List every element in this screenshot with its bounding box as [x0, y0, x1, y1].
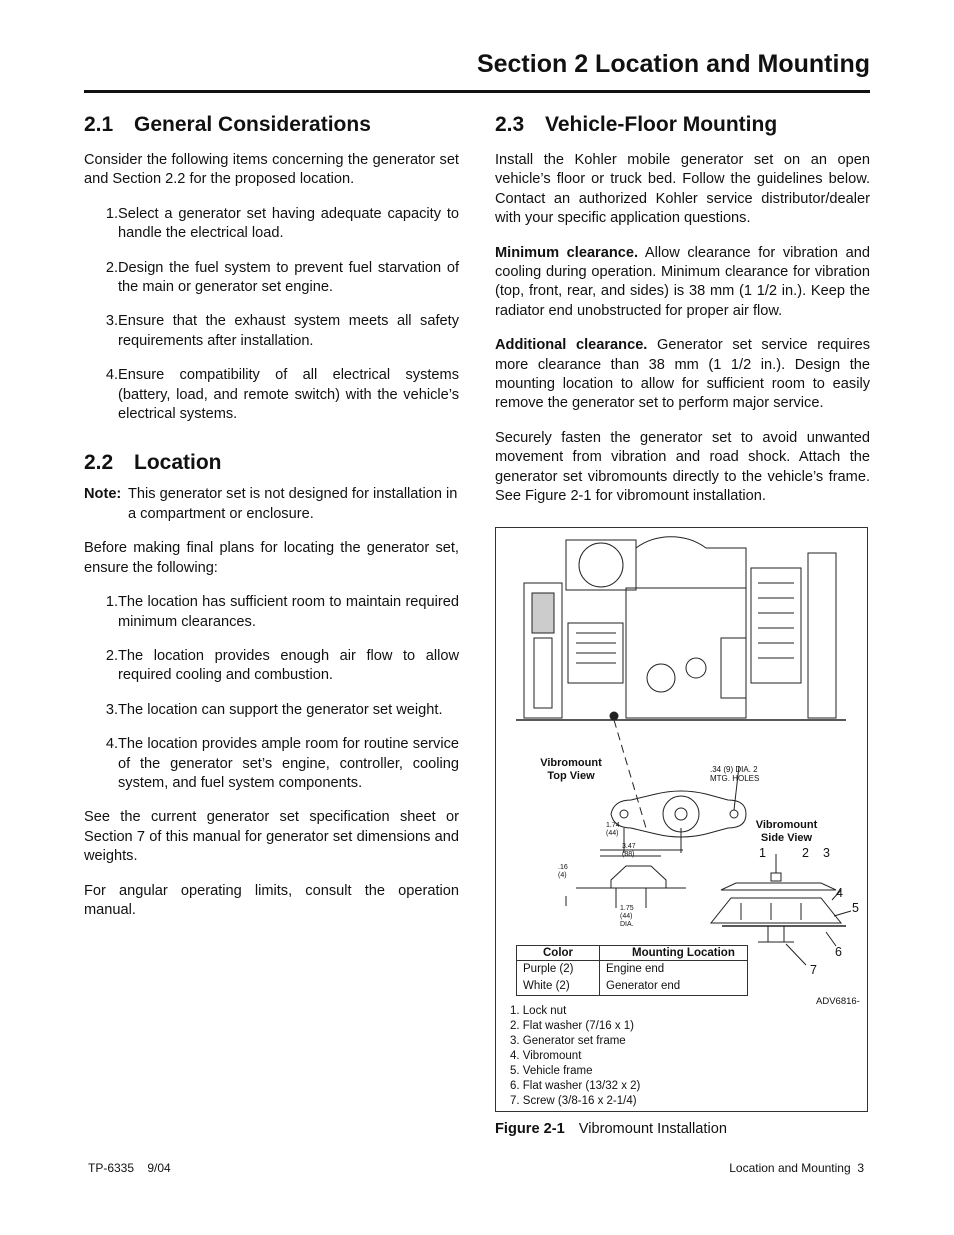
- legend-item: 4. Vibromount: [510, 1050, 582, 1062]
- footer-page-label: Location and Mounting 3: [729, 1161, 864, 1175]
- run-in-label: Additional clearance.: [495, 337, 648, 354]
- drawing-id: ADV6816-: [816, 996, 860, 1007]
- heading-text: Vehicle-Floor Mounting: [545, 113, 778, 136]
- legend-item: 6. Flat washer (13/32 x 2): [510, 1080, 641, 1092]
- list-item-text: Ensure that the exhaust system meets all safety requirements after installation.: [118, 313, 459, 349]
- dim-label: .16 (4): [558, 864, 568, 879]
- callout: 4: [836, 886, 843, 900]
- figure-caption: [495, 1121, 727, 1137]
- table-row: [517, 961, 748, 979]
- figure-legend: [510, 1004, 640, 1109]
- legend-item: 2. Flat washer (7/16 x 1): [510, 1020, 634, 1032]
- note: [84, 485, 459, 524]
- list-general: [84, 205, 459, 425]
- table-cell: White (2): [517, 978, 600, 996]
- legend-item: 5. Vehicle frame: [510, 1065, 593, 1077]
- paragraph-add-clearance: [495, 336, 870, 414]
- heading-number: 2.1: [84, 113, 114, 136]
- air-cleaner: [566, 540, 636, 590]
- callout: 7: [810, 963, 817, 977]
- legend-item: 1. Lock nut: [510, 1005, 567, 1017]
- callout: 1: [759, 846, 766, 860]
- heading-2-1: [84, 112, 459, 138]
- list-item-text: Ensure compatibility of all electrical systems (battery, load, and remote switch) with the vehicle’s electrical systems.: [118, 367, 459, 423]
- paragraph: Install the Kohler mobile generator set on an open vehicle’s floor or truck bed. Follow the guidelines below. Contact an authorized Kohler service distributor/dealer with your specific application questions.: [495, 152, 870, 227]
- list-item: 4. The location provides ample room for routine service of the generator set’s engine, controller, cooling system, and fuel system components.: [84, 735, 459, 793]
- table-row: [517, 978, 748, 996]
- callout: 3: [823, 846, 830, 860]
- list-item: 3. The location can support the generator set weight.: [84, 701, 459, 720]
- heading-number: 2.2: [84, 451, 114, 475]
- figure-vibromount: [495, 527, 868, 1112]
- paragraph: See the current generator set specification sheet or Section 7 of this manual for generator set dimensions and weights.: [84, 809, 459, 865]
- note-text: This generator set is not designed for installation in a compartment or enclosure.: [128, 486, 458, 522]
- left-column: [84, 112, 459, 920]
- figure-caption-label: Figure 2-1: [495, 1121, 565, 1137]
- heading-number: 2.3: [495, 113, 525, 136]
- list-item-text: Design the fuel system to prevent fuel starvation of the main or generator set engine.: [118, 259, 459, 296]
- dim-label: 1.74 (44): [606, 822, 620, 837]
- list-item-text: The location provides enough air flow to allow required cooling and combustion.: [118, 647, 459, 684]
- table-cell: Purple (2): [517, 961, 600, 979]
- generator-illustration: [516, 537, 846, 720]
- dim-label: 3.47 (88): [622, 843, 636, 858]
- heading-text: General Considerations: [134, 113, 371, 136]
- legend-item: 3. Generator set frame: [510, 1035, 626, 1047]
- list-item: 3. Ensure that the exhaust system meets all safety requirements after installation.: [84, 312, 459, 351]
- side-view-label: Vibromount Side View: [755, 819, 818, 844]
- run-in-label: Minimum clearance.: [495, 244, 639, 261]
- list-item-text: The location can support the generator set weight.: [118, 701, 443, 718]
- note-label: Note:: [84, 486, 122, 503]
- paragraph-text: Generator set service requires more clearance than 38 mm (1 1/2 in.). Design the mounting location to allow for sufficient room to easily remove the generator set to perform major service.: [495, 337, 870, 412]
- title-rule: [84, 90, 870, 93]
- list-item: 2. The location provides enough air flow to allow required cooling and combustion.: [84, 647, 459, 686]
- table-header: Mounting Location: [600, 946, 748, 961]
- list-item: 4. Ensure compatibility of all electrical systems (battery, load, and remote switch) with the vehicle’s electrical systems.: [84, 366, 459, 424]
- vibromount-profile: [566, 866, 686, 908]
- list-item-text: The location has sufficient room to maintain required minimum clearances.: [118, 594, 459, 630]
- list-item: 1. Select a generator set having adequate capacity to handle the electrical load.: [84, 205, 459, 244]
- paragraph: Securely fasten the generator set to avoid unwanted movement from vibration and road shock. Attach the generator set vibromounts directly to the vehicle’s frame. See Figure 2-1 for vibromount installation.: [495, 429, 870, 505]
- heading-2-2: [84, 450, 459, 476]
- heading-text: Location: [134, 451, 222, 475]
- table-cell: Engine end: [606, 963, 665, 975]
- callout: 5: [852, 901, 859, 915]
- callout: 2: [802, 846, 809, 860]
- list-item-text: The location provides ample room for routine service of the generator set’s engine, controller, cooling system, and fuel system components.: [118, 736, 459, 791]
- color-location-table: [516, 945, 748, 996]
- list-item: 2. Design the fuel system to prevent fuel starvation of the main or generator set engine.: [84, 259, 459, 298]
- dim-label: 1.75 (44) DIA.: [620, 905, 634, 928]
- paragraph-text: Allow clearance for vibration and cooling during operation. Minimum clearance for vibration (top, front, rear, and sides) is 38 mm (1 1/2 in.). Keep the radiator end unobstructed for proper air flow.: [495, 244, 870, 319]
- right-column: [495, 112, 870, 507]
- list-item-text: Select a generator set having adequate capacity to handle the electrical load.: [118, 205, 459, 242]
- holes-label: .34 (9) DIA. 2 MTG. HOLES: [710, 765, 760, 783]
- figure-caption-text: Vibromount Installation: [578, 1121, 727, 1137]
- radiator: [751, 568, 801, 683]
- legend-item: 7. Screw (3/8-16 x 2-1/4): [510, 1095, 637, 1107]
- top-view-label: Vibromount Top View: [540, 757, 602, 782]
- paragraph-min-clearance: [495, 244, 870, 322]
- list-item: 1. The location has sufficient room to maintain required minimum clearances.: [84, 593, 459, 632]
- callout: 6: [835, 945, 842, 959]
- list-location: [84, 593, 459, 793]
- footer-doc-id: TP-6335 9/04: [88, 1161, 171, 1175]
- table-header-row: [517, 946, 748, 961]
- table-cell: Generator end: [606, 980, 681, 992]
- table-header: Color: [517, 946, 600, 961]
- paragraph: For angular operating limits, consult the operation manual.: [84, 882, 459, 918]
- heading-2-3: [495, 112, 870, 138]
- paragraph: Consider the following items concerning the generator set and Section 2.2 for the proposed location.: [84, 152, 459, 188]
- page-title: Section 2 Location and Mounting: [476, 50, 870, 78]
- paragraph: Before making final plans for locating the generator set, ensure the following:: [84, 540, 459, 576]
